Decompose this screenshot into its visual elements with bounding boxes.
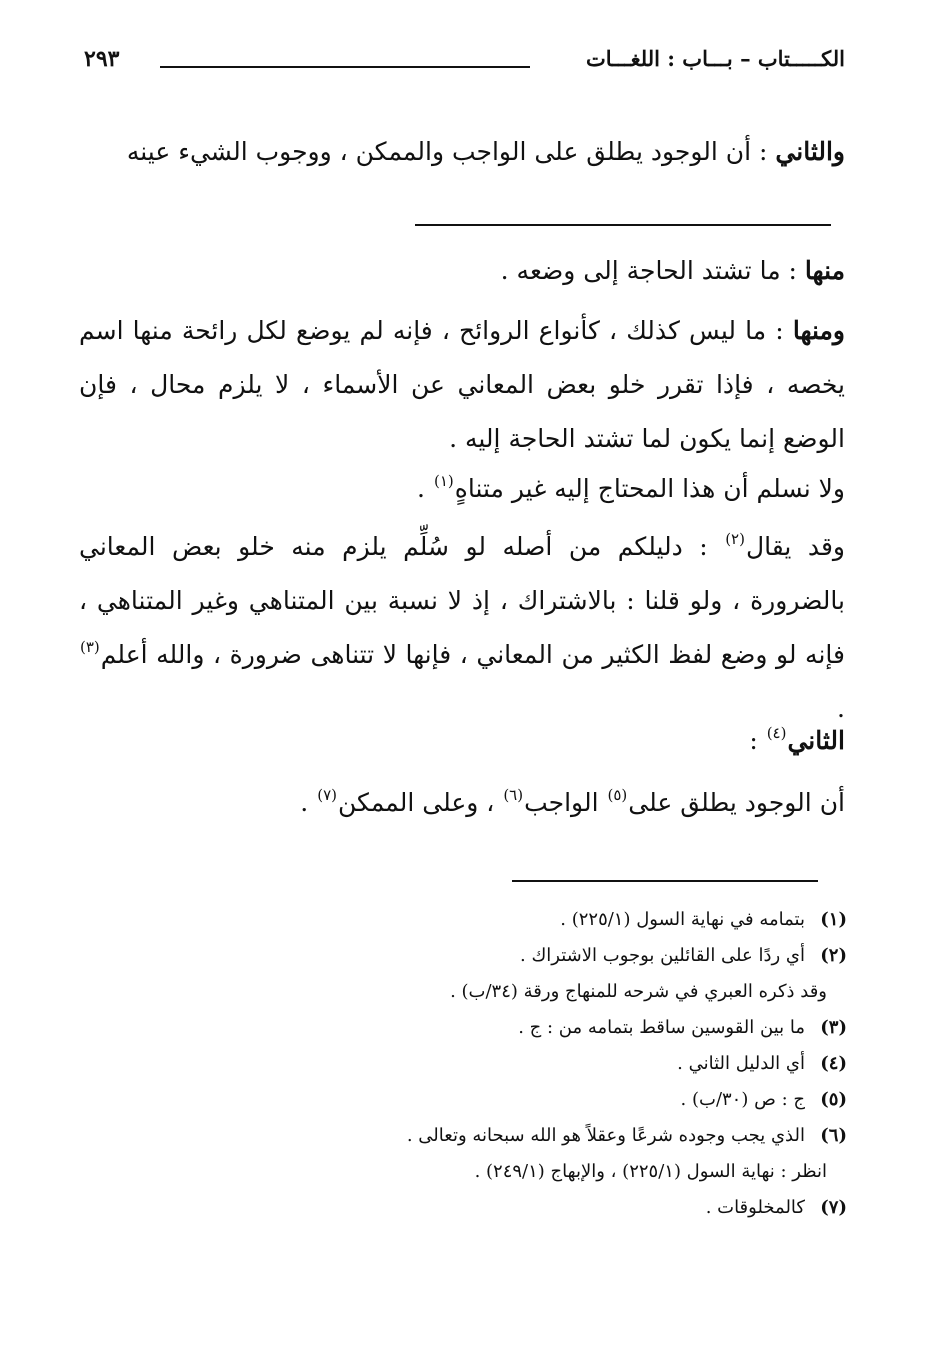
header-rule	[160, 66, 530, 68]
footnote-continuation: انظر : نهاية السول (٢٢٥/١) ، والإبهاج (٢٤٩/١) .	[474, 1161, 827, 1182]
paragraph-label: منها	[804, 256, 845, 285]
page-number: ٢٩٣	[84, 46, 120, 72]
footnote-item	[87, 1046, 847, 1082]
paragraph-text: أن الوجود يطلق على	[628, 788, 845, 817]
paragraph-text: وقد يقال	[745, 532, 845, 561]
paragraph-label: ومنها	[792, 316, 845, 345]
footnote-ref-3[interactable]: (٣)	[80, 638, 100, 656]
paragraph-5	[79, 714, 845, 768]
footnote-ref-5[interactable]: (٥)	[607, 786, 628, 804]
footnote-number: (٣)	[820, 1017, 847, 1038]
footnote-item	[87, 1118, 847, 1154]
footnote-separator	[512, 880, 818, 882]
paragraph-text: الواجب	[524, 788, 607, 817]
quote-underline	[415, 224, 831, 226]
footnote-ref-6[interactable]: (٦)	[503, 786, 524, 804]
footnote-ref-1[interactable]: (١)	[433, 472, 454, 490]
running-header-title: الكـــــتاب – بـــاب : اللغـــات	[585, 46, 845, 71]
paragraph-text: : ما ليس كذلك ، كأنواع الروائح ، فإنه لم يوضع لكل رائحة منها اسم يخصه ، فإذا تقرر خلو بعض المعاني عن الأسماء ، لا يلزم محال ، فإن الوضع إنما يكون لما تشتد الحاجة إليه .	[79, 316, 845, 453]
footnote-number: (٦)	[820, 1125, 847, 1146]
paragraph-3	[79, 462, 845, 516]
footnote-ref-7[interactable]: (٧)	[317, 786, 337, 804]
footnote-item	[87, 1190, 847, 1226]
paragraph-1	[79, 244, 845, 298]
footnote-item	[87, 1010, 847, 1046]
paragraph-4	[79, 520, 845, 736]
footnote-number: (١)	[820, 909, 847, 930]
paragraph-end: .	[417, 474, 433, 503]
footnote-number: (٤)	[820, 1053, 847, 1074]
quote-label: والثاني	[775, 137, 845, 166]
footnote-text: ما بين القوسين ساقط بتمامه من : ج .	[518, 1017, 805, 1038]
paragraph-text: ولا نسلم أن هذا المحتاج إليه غير متناهٍ	[454, 474, 845, 503]
paragraph-label: الثاني	[787, 726, 845, 755]
footnote-number: (٢)	[820, 945, 847, 966]
paragraph-text: : ما تشتد الحاجة إلى وضعه .	[500, 256, 805, 285]
footnote-text: ج : ص (٣٠/ب) .	[680, 1089, 805, 1110]
paragraph-end: .	[300, 788, 317, 817]
footnote-text: أي الدليل الثاني .	[677, 1053, 805, 1074]
footnotes	[87, 902, 847, 1226]
paragraph-2	[79, 304, 845, 466]
footnote-item	[87, 938, 847, 974]
quoted-matn	[79, 124, 845, 180]
footnote-number: (٥)	[820, 1089, 847, 1110]
quote-text: : أن الوجود يطلق على الواجب والممكن ، ووجوب الشيء عينه	[126, 137, 776, 166]
footnote-ref-2[interactable]: (٢)	[725, 530, 745, 548]
footnote-ref-4[interactable]: (٤)	[766, 724, 787, 742]
footnote-number: (٧)	[820, 1197, 847, 1218]
paragraph-end: :	[749, 726, 766, 755]
footnote-continuation: وقد ذكره العبري في شرحه للمنهاج ورقة (٣٤/ب) .	[450, 981, 827, 1002]
footnote-text: الذي يجب وجوده شرعًا وعقلاً هو الله سبحانه وتعالى .	[406, 1125, 805, 1146]
footnote-item	[87, 902, 847, 938]
footnote-text: بتمامه في نهاية السول (٢٢٥/١) .	[560, 909, 805, 930]
footnote-text: أي ردًا على القائلين بوجوب الاشتراك .	[520, 945, 805, 966]
paragraph-6	[79, 776, 845, 830]
paragraph-end: .	[837, 694, 845, 723]
footnote-text: كالمخلوقات .	[705, 1197, 805, 1218]
footnote-item	[87, 1082, 847, 1118]
paragraph-text: : دليلكم من أصله لو سُلِّم يلزم منه خلو بعض المعاني بالضرورة ، ولو قلنا : بالاشتراك ، إذ لا نسبة بين المتناهي وغير المتناهي ، فإنه لو وضع لفظ الكثير من المعاني ، فإنها لا تتناهى ضرورة ، والله أعلم	[79, 532, 845, 669]
paragraph-text: ، وعلى الممكن	[337, 788, 503, 817]
